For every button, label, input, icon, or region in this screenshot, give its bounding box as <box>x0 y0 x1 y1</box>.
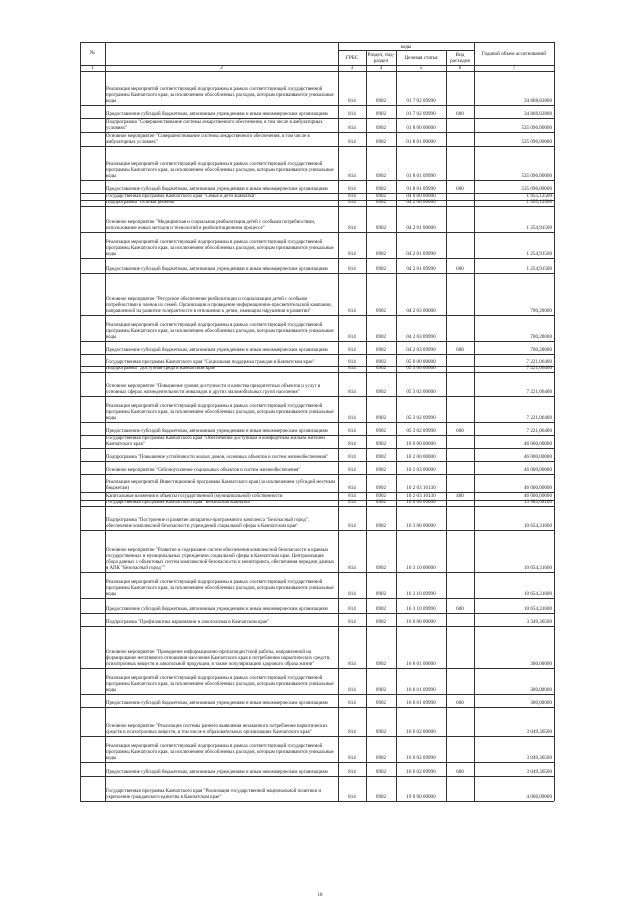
row-grbs: 814 <box>348 467 356 473</box>
row-grbs: 814 <box>348 225 356 231</box>
row-target-article: 16 6 02 09990 <box>406 755 436 761</box>
row-grbs: 814 <box>348 755 356 761</box>
row-target-article: 16 0 00 00000 <box>406 499 436 505</box>
row-target-article: 01 8 01 09990 <box>406 173 436 179</box>
row-razdel: 0902 <box>375 173 387 179</box>
column-number: 7 <box>512 65 516 71</box>
header-codes: коды <box>400 43 412 50</box>
row-amount: 3 049,36500 <box>526 769 552 775</box>
column-number: 1 <box>91 65 94 71</box>
header-grbs: ГРБС <box>345 55 359 61</box>
row-razdel: 0902 <box>375 619 387 625</box>
row-grbs: 814 <box>348 251 356 257</box>
row-grbs: 814 <box>348 485 356 491</box>
row-amount: 1 254,91500 <box>526 225 552 231</box>
row-target-article: 04 2 01 00000 <box>406 225 436 231</box>
row-grbs: 814 <box>348 389 356 395</box>
row-razdel: 0902 <box>375 199 387 205</box>
row-expense-type: 600 <box>456 700 464 706</box>
row-name: Основное мероприятие "Совершенствование системы лекарственного обеспечения, в том числе в амбулаторных условиях" <box>106 134 310 146</box>
row-target-article: 01 7 02 09990 <box>406 98 436 104</box>
row-amount: 10 654,31600 <box>523 606 552 612</box>
row-target-article: 16 3 10 09990 <box>406 591 436 597</box>
row-target-article: 10 0 00 00000 <box>406 441 436 447</box>
row-amount: 46 000,00000 <box>523 454 552 460</box>
row-name: Реализация мероприятий Инвестиционной программы Камчатского края (за исключением субсидий местным бюджетам) <box>106 480 336 492</box>
row-razdel: 0902 <box>375 565 387 571</box>
column-number: 2 <box>220 65 223 71</box>
row-razdel: 0902 <box>375 467 387 473</box>
row-target-article: 16 6 02 00000 <box>406 729 436 735</box>
row-razdel: 0902 <box>375 389 387 395</box>
row-grbs: 814 <box>348 493 356 499</box>
row-grbs: 814 <box>348 347 356 353</box>
row-name: Основное мероприятие "Повышение уровня доступности и качества приоритетных объектов и услуг в основных сферах жизнедеятельности инвалидов и других маломобильных групп населения" <box>106 384 321 396</box>
row-target-article: 05 3 02 00000 <box>406 389 436 395</box>
row-name: Подпрограмма "Профилактика наркомании и алкоголизма в Камчатском крае" <box>106 620 270 626</box>
row-target-article: 10 2 03 10130 <box>406 485 436 491</box>
row-target-article: 10 2 00 00000 <box>406 454 436 460</box>
row-name: Предоставление субсидий бюджетным, автономным учреждениям и иным некоммерческим организациям <box>106 429 328 435</box>
row-target-article: 16 6 01 09990 <box>406 700 436 706</box>
row-razdel: 0902 <box>375 308 387 314</box>
row-target-article: 05 3 02 09990 <box>406 415 436 421</box>
row-razdel: 0902 <box>375 251 387 257</box>
header-razdel: Раздел, под-раздел <box>367 52 395 64</box>
header-godovoy: Годовой объем ассигнований <box>481 51 547 57</box>
row-grbs: 814 <box>348 729 356 735</box>
header-cs: Целевая статья <box>404 55 438 61</box>
row-grbs: 814 <box>348 591 356 597</box>
row-expense-type: 600 <box>456 606 464 612</box>
table-rule <box>80 42 81 801</box>
row-target-article: 05 0 00 00000 <box>406 359 436 365</box>
row-razdel: 0902 <box>375 687 387 693</box>
row-name: Реализация мероприятий соответствующей подпрограммы в рамках соответствующей государственной программы Камчатского края, за исключением обособленных расходов, которым присваиваются уникальные коды <box>106 240 334 258</box>
row-razdel: 0902 <box>375 139 387 145</box>
row-target-article: 04 0 00 00000 <box>406 193 436 199</box>
row-target-article: 10 2 03 00000 <box>406 467 436 473</box>
table-rule <box>338 50 474 51</box>
row-razdel: 0902 <box>375 225 387 231</box>
row-razdel: 0902 <box>375 186 387 192</box>
table-rule <box>554 42 555 801</box>
row-grbs: 814 <box>348 499 356 505</box>
row-razdel: 0902 <box>375 111 387 117</box>
row-amount: 10 654,31600 <box>523 565 552 571</box>
row-name: Предоставление субсидий бюджетным, автономным учреждениям и иным некоммерческим организациям <box>106 112 328 118</box>
row-target-article: 16 6 01 09990 <box>406 687 436 693</box>
row-name: Реализация мероприятий соответствующей подпрограммы в рамках соответствующей государственной программы Камчатского края, за исключением обособленных расходов, которым присваиваются уникальные коды <box>106 87 334 105</box>
row-target-article: 16 3 00 00000 <box>406 523 436 529</box>
row-amount: 300,00000 <box>530 700 552 706</box>
row-amount: 34 868,82800 <box>523 111 552 117</box>
row-grbs: 814 <box>348 334 356 340</box>
row-amount: 535 096,00000 <box>521 125 552 131</box>
row-amount: 700,20000 <box>530 308 552 314</box>
row-razdel: 0902 <box>375 334 387 340</box>
row-grbs: 814 <box>348 700 356 706</box>
row-name: Реализация мероприятий соответствующей подпрограммы в рамках соответствующей государственной программы Камчатского края, за исключением обособленных расходов, которым присваиваются уникальные коды <box>106 323 334 341</box>
row-grbs: 814 <box>348 199 356 205</box>
row-grbs: 814 <box>348 193 356 199</box>
row-target-article: 05 3 02 09990 <box>406 428 436 434</box>
row-amount: 7 221,06400 <box>526 428 552 434</box>
header-num: № <box>90 50 95 56</box>
row-name: Основное мероприятие "Сейсмоусиление социальных объектов и систем жизнеобеспечения" <box>106 468 301 474</box>
row-name: Подпрограмма "Доступная среда в Камчатском крае" <box>106 367 217 372</box>
row-razdel: 0902 <box>375 125 387 131</box>
row-razdel: 0902 <box>375 606 387 612</box>
row-name: Основное мероприятие "Проведение информационно-пропагандистской работы, направленной на формирование негативного отношения населения Камчатского края к потреблению наркотических средств, психотропных веществ и алкогольной продукции, в также популяризацию здорового образа жизни" <box>106 650 331 668</box>
row-target-article: 01 8 01 00000 <box>406 139 436 145</box>
row-target-article: 10 2 03 10130 <box>406 493 436 499</box>
row-name: Капитальные вложения в объекты государственной (муниципальной) собственности <box>106 494 283 500</box>
row-target-article: 01 8 00 00000 <box>406 125 436 131</box>
row-name: Государственная программа Камчатского края "Социальная поддержка граждан в Камчатском крае" <box>106 360 315 366</box>
row-amount: 1 955,12500 <box>526 193 552 199</box>
row-name: Предоставление субсидий бюджетным, автономным учреждениям и иным некоммерческим организациям <box>106 267 328 273</box>
row-name: Государственная программа Камчатского края "Семья и дети Камчатки" <box>106 194 257 200</box>
row-name: Государственная программа Камчатского края "Безопасная Камчатка" <box>106 501 252 506</box>
row-grbs: 814 <box>348 139 356 145</box>
row-target-article: 04 2 01 09990 <box>406 251 436 257</box>
row-expense-type: 600 <box>456 186 464 192</box>
row-razdel: 0902 <box>375 769 387 775</box>
column-number: 3 <box>350 65 354 71</box>
row-expense-type: 600 <box>456 428 464 434</box>
row-name: Основное мероприятие "Реализация системы раннего выявления незаконного потребления наркотических средств и психотропных веществ, в том числе в образовательных организациях Камчатского края" <box>106 724 328 736</box>
row-name: Предоставление субсидий бюджетным, автономным учреждениям и иным некоммерческим организациям <box>106 348 328 354</box>
row-amount: 7 221,06400 <box>526 415 552 421</box>
row-razdel: 0902 <box>375 523 387 529</box>
row-target-article: 05 3 00 00000 <box>406 365 436 371</box>
row-grbs: 814 <box>348 523 356 529</box>
column-number: 6 <box>458 65 462 71</box>
row-amount: 46 000,00000 <box>523 441 552 447</box>
row-name: Предоставление субсидий бюджетным, автономным учреждениям и иным некоммерческим организациям <box>106 701 328 707</box>
row-grbs: 814 <box>348 565 356 571</box>
row-name: Государственная программа Камчатского края "Обеспечение доступным и комфортным жильем жителей Камчатского края" <box>106 436 325 448</box>
row-amount: 13 983,68100 <box>523 499 552 505</box>
row-name: Основное мероприятие "Ресурсное обеспечение реабилитации и социализации детей с особыми потребностями в членов их семей. Организация и проведение информационно-просветительской кампании, направленной на развитие толерантности в отношении к детям, имеющим нарушения в развитии" <box>106 297 332 315</box>
row-grbs: 814 <box>348 266 356 272</box>
row-grbs: 814 <box>348 661 356 667</box>
row-target-article: 04 2 03 09990 <box>406 347 436 353</box>
row-name: Основное мероприятие "Медицинская и социальная реабилитация детей с особыми потребностями, использование новых методов и технологий в реабилитационном процессе" <box>106 220 316 232</box>
column-number: 4 <box>379 65 383 71</box>
row-amount: 7 221,06400 <box>526 359 552 365</box>
row-amount: 300,00000 <box>530 661 552 667</box>
row-razdel: 0902 <box>375 428 387 434</box>
row-razdel: 0902 <box>375 700 387 706</box>
row-name: Реализация мероприятий соответствующей подпрограммы в рамках соответствующей государственной программы Камчатского края, за исключением обособленных расходов, которым присваиваются уникальные коды <box>106 162 334 180</box>
row-name: Реализация мероприятий соответствующей подпрограммы в рамках соответствующей государственной программы Камчатского края, за исключением обособленных расходов, которым присваиваются уникальные коды <box>106 404 334 422</box>
row-target-article: 19 0 00 00000 <box>406 794 436 800</box>
row-expense-type: 600 <box>456 347 464 353</box>
row-target-article: 04 2 03 09990 <box>406 334 436 340</box>
row-target-article: 04 2 00 00000 <box>406 199 436 205</box>
row-grbs: 814 <box>348 441 356 447</box>
row-expense-type: 400 <box>456 493 464 499</box>
row-target-article: 01 7 02 09990 <box>406 111 436 117</box>
row-amount: 535 096,00000 <box>521 186 552 192</box>
row-target-article: 16 6 01 00000 <box>406 661 436 667</box>
row-amount: 7 221,06400 <box>526 365 552 371</box>
row-amount: 3 049,36500 <box>526 755 552 761</box>
row-razdel: 0902 <box>375 347 387 353</box>
row-target-article: 04 2 03 00000 <box>406 308 436 314</box>
row-razdel: 0902 <box>375 193 387 199</box>
row-target-article: 16 3 10 09990 <box>406 606 436 612</box>
row-amount: 4 066,09000 <box>526 794 552 800</box>
row-razdel: 0902 <box>375 415 387 421</box>
header-vr: Вид расходов <box>450 52 470 64</box>
row-amount: 34 868,82800 <box>523 98 552 104</box>
row-grbs: 814 <box>348 769 356 775</box>
row-grbs: 814 <box>348 687 356 693</box>
row-target-article: 01 8 01 09990 <box>406 186 436 192</box>
row-grbs: 814 <box>348 308 356 314</box>
row-name: Основное мероприятие "Развитие и содержание систем обеспечения комплексной безопасности в краевых государственных и муниципальных учреждениях социальной сферы в Камчатском крае. Централизация сбора данных с объектовых систем комплексной безопасности и мониторинга, обеспечения передачи данных в АПК "Безопасный город"" <box>106 548 335 572</box>
row-name: Подпрограмма "Повышение устойчивости жилых домов, основных объектов и систем жизнеобеспечения" <box>106 455 329 461</box>
table-rule <box>80 801 554 802</box>
row-grbs: 814 <box>348 186 356 192</box>
row-amount: 10 654,31600 <box>523 523 552 529</box>
row-grbs: 814 <box>348 428 356 434</box>
row-grbs: 814 <box>348 619 356 625</box>
row-amount: 535 096,00000 <box>521 173 552 179</box>
row-razdel: 0902 <box>375 365 387 371</box>
row-amount: 1 955,12500 <box>526 199 552 205</box>
row-amount: 10 654,31600 <box>523 591 552 597</box>
row-grbs: 814 <box>348 173 356 179</box>
row-amount: 46 000,00000 <box>523 467 552 473</box>
page-number: 18 <box>317 893 323 898</box>
row-target-article: 16 6 00 00000 <box>406 619 436 625</box>
row-amount: 535 096,00000 <box>521 139 552 145</box>
row-grbs: 814 <box>348 794 356 800</box>
row-razdel: 0902 <box>375 266 387 272</box>
row-razdel: 0902 <box>375 98 387 104</box>
row-grbs: 814 <box>348 454 356 460</box>
row-grbs: 814 <box>348 111 356 117</box>
row-amount: 46 000,00000 <box>523 485 552 491</box>
column-number: 5 <box>419 65 423 71</box>
row-amount: 46 000,00000 <box>523 493 552 499</box>
row-expense-type: 600 <box>456 769 464 775</box>
row-razdel: 0902 <box>375 359 387 365</box>
row-target-article: 16 3 10 00000 <box>406 565 436 571</box>
row-name: Реализация мероприятий соответствующей подпрограммы в рамках соответствующей государственной программы Камчатского края, за исключением обособленных расходов, которым присваиваются уникальные коды <box>106 676 334 694</box>
row-name: Предоставление субсидий бюджетным, автономным учреждениям и иным некоммерческим организациям <box>106 607 328 613</box>
row-name: Предоставление субсидий бюджетным, автономным учреждениям и иным некоммерческим организациям <box>106 187 328 193</box>
row-razdel: 0902 <box>375 493 387 499</box>
row-amount: 700,20000 <box>530 347 552 353</box>
row-razdel: 0902 <box>375 755 387 761</box>
row-amount: 1 254,91500 <box>526 251 552 257</box>
row-amount: 700,20000 <box>530 334 552 340</box>
row-expense-type: 600 <box>456 266 464 272</box>
row-razdel: 0902 <box>375 454 387 460</box>
table-rule <box>446 50 447 801</box>
row-name: Государственная программа Камчатского края "Реализация государственной национальной политики и укрепление гражданского единства в Камчатском крае" <box>106 789 322 801</box>
table-rule <box>80 42 554 43</box>
row-grbs: 814 <box>348 415 356 421</box>
row-razdel: 0902 <box>375 661 387 667</box>
row-amount: 7 221,06400 <box>526 389 552 395</box>
row-grbs: 814 <box>348 98 356 104</box>
row-razdel: 0902 <box>375 441 387 447</box>
row-expense-type: 600 <box>456 111 464 117</box>
row-razdel: 0902 <box>375 499 387 505</box>
row-amount: 300,00000 <box>530 687 552 693</box>
row-name: Реализация мероприятий соответствующей подпрограммы в рамках соответствующей государственной программы Камчатского края, за исключением обособленных расходов, которым присваиваются уникальные коды <box>106 580 334 598</box>
row-amount: 1 254,91500 <box>526 266 552 272</box>
row-amount: 3 349,36500 <box>526 619 552 625</box>
row-name: Подпрограмма "Совершенствование системы лекарственного обеспечения, в том числе в амбулаторных условиях" <box>106 120 323 132</box>
row-grbs: 814 <box>348 125 356 131</box>
row-name: Подпрограмма "Построение и развитие аппаратно-программного комплекса "Безопасный город", обеспечение комплексной безопасности учреждений социальной сферы в Камчатском крае" <box>106 518 309 530</box>
row-grbs: 814 <box>348 359 356 365</box>
row-target-article: 04 2 01 09990 <box>406 266 436 272</box>
row-razdel: 0902 <box>375 794 387 800</box>
row-name: Подпрограмма "Особый ребенок" <box>106 201 177 206</box>
row-name: Предоставление субсидий бюджетным, автономным учреждениям и иным некоммерческим организациям <box>106 770 328 776</box>
row-amount: 3 049,36500 <box>526 729 552 735</box>
row-razdel: 0902 <box>375 485 387 491</box>
row-target-article: 16 6 02 09990 <box>406 769 436 775</box>
table-rule <box>80 65 554 66</box>
row-name: Реализация мероприятий соответствующей подпрограммы в рамках соответствующей государственной программы Камчатского края, за исключением обособленных расходов, которым присваиваются уникальные коды <box>106 744 334 762</box>
row-razdel: 0902 <box>375 729 387 735</box>
row-razdel: 0902 <box>375 591 387 597</box>
row-grbs: 814 <box>348 606 356 612</box>
row-grbs: 814 <box>348 365 356 371</box>
